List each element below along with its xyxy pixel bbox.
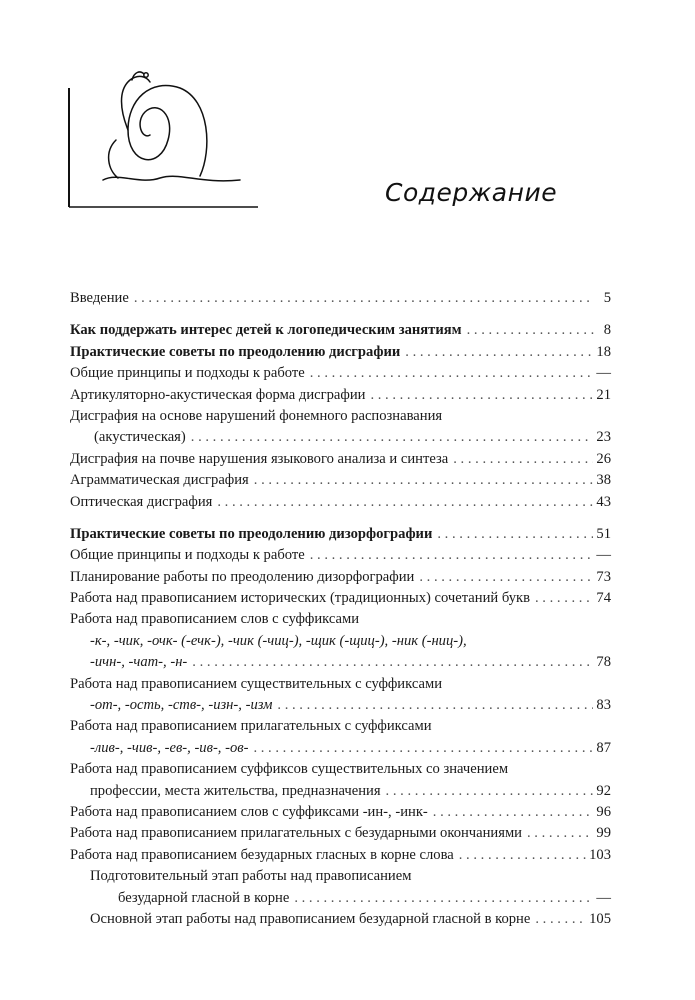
toc-entry-title: Практические советы по преодолению дисграфии — [70, 343, 401, 360]
toc-entry-page: 51 — [596, 525, 611, 542]
toc-entry[interactable] — [70, 449, 611, 470]
toc-dot-leader — [134, 288, 594, 309]
toc-entry-page: 18 — [596, 343, 611, 360]
toc-entry-page: 23 — [596, 429, 611, 446]
toc-entry[interactable] — [70, 342, 611, 363]
toc-entry-title: Артикуляторно-акустическая форма дисграфии — [70, 386, 366, 403]
toc-entry-page: 74 — [596, 590, 611, 607]
toc-entry-title: Дисграфия на основе нарушений фонемного распознавания — [70, 407, 443, 424]
toc-dot-leader — [535, 588, 593, 609]
toc-entry-title: Работа над правописанием суффиксов существительных со значением — [70, 761, 509, 778]
toc-entry-title: Работа над правописанием прилагательных с безударными окончаниями — [70, 825, 522, 842]
toc-entry[interactable] — [70, 781, 611, 802]
toc-entry-page: 38 — [596, 472, 611, 489]
toc-entry-title: Работа над правописанием слов с суффиксами -ин-, -инк- — [70, 803, 428, 820]
toc-entry-title: Аграмматическая дисграфия — [70, 472, 249, 489]
toc-dot-leader — [294, 888, 593, 909]
toc-dot-leader — [405, 342, 593, 363]
toc-entry-title: -лив-, -чив-, -ев-, -ив-, -ов- — [90, 739, 249, 756]
toc-dot-leader — [437, 524, 593, 545]
toc-entry-title: Подготовительный этап работы над правописанием — [90, 868, 412, 885]
toc-dot-leader — [535, 909, 586, 930]
toc-entry-page: — — [596, 365, 611, 382]
toc-entry-title: Планирование работы по преодолению дизорфографии — [70, 568, 415, 585]
toc-entry-title: -ичн-, -чат-, -н- — [90, 654, 188, 671]
toc-entry-page: 78 — [596, 654, 611, 671]
toc-entry-page: 83 — [596, 697, 611, 714]
toc-entry[interactable] — [70, 866, 611, 887]
toc-dot-leader — [459, 845, 586, 866]
toc-entry[interactable] — [70, 406, 611, 427]
toc-entry-title: (акустическая) — [94, 429, 186, 446]
toc-entry[interactable] — [70, 320, 611, 341]
toc-entry-page: 103 — [589, 846, 611, 863]
toc-entry-title: Работа над правописанием исторических (традиционных) сочетаний букв — [70, 590, 530, 607]
toc-entry-title: Работа над правописанием прилагательных с суффиксами — [70, 718, 432, 735]
toc-entry-page: 105 — [589, 910, 611, 927]
toc-entry[interactable] — [70, 845, 611, 866]
toc-entry-page: — — [596, 889, 611, 906]
toc-entry-title: безударной гласной в корне — [118, 889, 290, 906]
toc-entry[interactable] — [70, 738, 611, 759]
toc-entry-title: Общие принципы и подходы к работе — [70, 365, 305, 382]
toc-entry-title: профессии, места жительства, предназначения — [90, 782, 381, 799]
toc-entry-page: 99 — [596, 825, 611, 842]
toc-dot-leader — [217, 492, 593, 513]
toc-entry[interactable] — [70, 545, 611, 566]
toc-entry-page: — — [596, 547, 611, 564]
toc-entry-title: Дисграфия на почве нарушения языкового анализа и синтеза — [70, 450, 449, 467]
toc-entry[interactable] — [70, 802, 611, 823]
toc-entry-title: Работа над правописанием существительных с суффиксами — [70, 675, 443, 692]
toc-entry-page: 73 — [596, 568, 611, 585]
toc-entry[interactable] — [70, 674, 611, 695]
toc-dot-leader — [370, 385, 593, 406]
toc-entry[interactable] — [70, 470, 611, 491]
toc-entry-page: 96 — [596, 803, 611, 820]
toc-dot-leader — [467, 320, 594, 341]
toc-entry-page: 5 — [603, 290, 611, 306]
snail-icon — [103, 72, 240, 181]
toc-dot-leader — [192, 652, 593, 673]
toc-dot-leader — [453, 449, 593, 470]
toc-dot-leader — [527, 823, 593, 844]
toc-entry-page: 92 — [596, 782, 611, 799]
toc-entry[interactable] — [70, 652, 611, 673]
toc-entry[interactable] — [70, 524, 611, 545]
toc-entry[interactable] — [70, 588, 611, 609]
toc-entry-title: Практические советы по преодолению дизорфографии — [70, 525, 433, 542]
toc-dot-leader — [277, 695, 593, 716]
table-of-contents — [70, 288, 611, 930]
toc-dot-leader — [419, 567, 593, 588]
toc-entry[interactable] — [70, 492, 611, 513]
toc-entry-title: -к-, -чик, -очк- (-ечк-), -чик (-чиц-), -щик (-щиц-), -ник (-ниц-), — [90, 632, 467, 649]
toc-entry-title: Оптическая дисграфия — [70, 493, 213, 510]
toc-dot-leader — [310, 363, 594, 384]
page-title: Содержание — [385, 178, 558, 207]
toc-entry-title: Введение — [70, 290, 129, 306]
toc-dot-leader — [191, 427, 594, 448]
toc-entry[interactable] — [70, 631, 611, 652]
toc-entry[interactable] — [70, 427, 611, 448]
toc-entry-title: Работа над правописанием слов с суффиксами — [70, 611, 360, 628]
toc-entry[interactable] — [70, 567, 611, 588]
toc-entry[interactable] — [70, 695, 611, 716]
toc-entry[interactable] — [70, 609, 611, 630]
toc-entry-page: 26 — [596, 450, 611, 467]
toc-entry[interactable] — [70, 288, 611, 309]
toc-entry-page: 43 — [596, 493, 611, 510]
toc-entry-title: Как поддержать интерес детей к логопедическим занятиям — [70, 322, 462, 339]
toc-dot-leader — [254, 470, 594, 491]
toc-entry[interactable] — [70, 823, 611, 844]
toc-entry-title: Общие принципы и подходы к работе — [70, 547, 305, 564]
toc-dot-leader — [386, 781, 594, 802]
toc-entry[interactable] — [70, 909, 611, 930]
toc-entry-page: 21 — [596, 386, 611, 403]
toc-entry-page: 8 — [603, 322, 611, 339]
toc-entry-title: Основной этап работы над правописанием безударной гласной в корне — [90, 910, 531, 927]
toc-entry[interactable] — [70, 363, 611, 384]
toc-dot-leader — [310, 545, 594, 566]
toc-entry-title: Работа над правописанием безударных гласных в корне слова — [70, 846, 454, 863]
toc-entry-title: -от-, -ость, -ств-, -изн-, -изм — [90, 697, 273, 714]
toc-entry[interactable] — [70, 716, 611, 737]
toc-entry[interactable] — [70, 888, 611, 909]
toc-dot-leader — [433, 802, 594, 823]
toc-entry[interactable] — [70, 385, 611, 406]
toc-entry[interactable] — [70, 759, 611, 780]
toc-dot-leader — [253, 738, 593, 759]
toc-entry-page: 87 — [596, 739, 611, 756]
snail-corner-illustration — [0, 0, 300, 220]
